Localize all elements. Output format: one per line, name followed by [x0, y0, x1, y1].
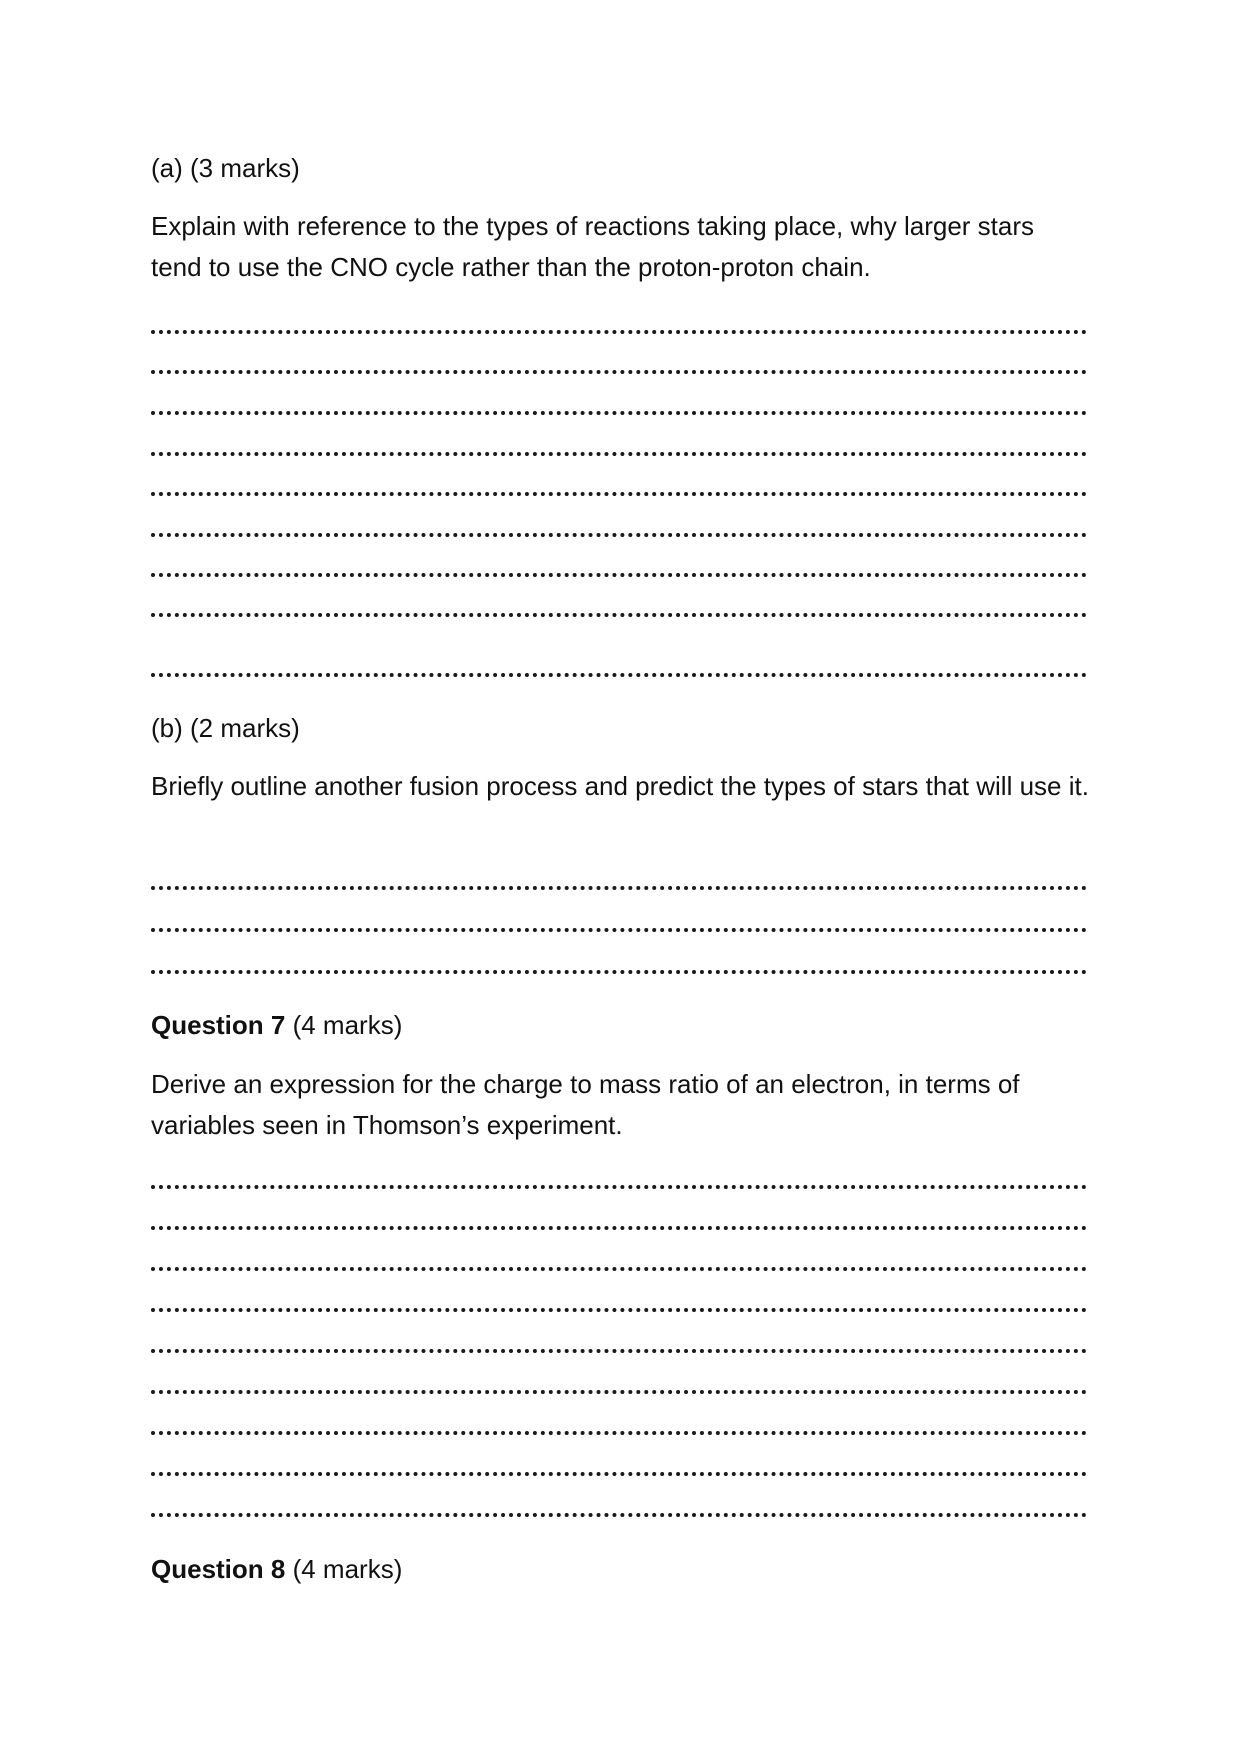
answer-line: [151, 1349, 1087, 1353]
answer-line: [151, 330, 1087, 334]
answer-line: [151, 573, 1087, 577]
question-7-heading: [151, 1005, 1091, 1046]
part-b-label: (b) (2 marks): [151, 713, 300, 743]
answer-line: [151, 886, 1087, 890]
answer-line: [151, 492, 1087, 496]
question-8-marks: (4 marks): [292, 1554, 403, 1584]
answer-line: [151, 1513, 1087, 1517]
answer-line: [151, 1226, 1087, 1230]
answer-line: [151, 533, 1087, 537]
question-8-title: Question 8: [151, 1554, 286, 1584]
answer-line: [151, 1431, 1087, 1435]
question-7-prompt: Derive an expression for the charge to mass ratio of an electron, in terms of variables seen in Thomson’s experiment.: [151, 1069, 1020, 1140]
answer-line: [151, 1390, 1087, 1394]
answer-line: [151, 673, 1087, 677]
question-7-marks: (4 marks): [292, 1010, 403, 1040]
answer-line: [151, 411, 1087, 415]
part-a-label: (a) (3 marks): [151, 153, 300, 183]
answer-line: [151, 1267, 1087, 1271]
answer-line: [151, 970, 1087, 974]
question-8-heading: [151, 1549, 1091, 1590]
answer-line: [151, 613, 1087, 617]
part-a-prompt: Explain with reference to the types of reactions taking place, why larger stars tend to use the CNO cycle rather than the proton-proton chain.: [151, 211, 1034, 282]
answer-line: [151, 370, 1087, 374]
question-7-title: Question 7: [151, 1010, 286, 1040]
answer-line: [151, 1472, 1087, 1476]
part-b-prompt: Briefly outline another fusion process and predict the types of stars that will use it.: [151, 771, 1089, 801]
answer-line: [151, 1185, 1087, 1189]
answer-line: [151, 452, 1087, 456]
answer-line: [151, 928, 1087, 932]
answer-line: [151, 1308, 1087, 1312]
